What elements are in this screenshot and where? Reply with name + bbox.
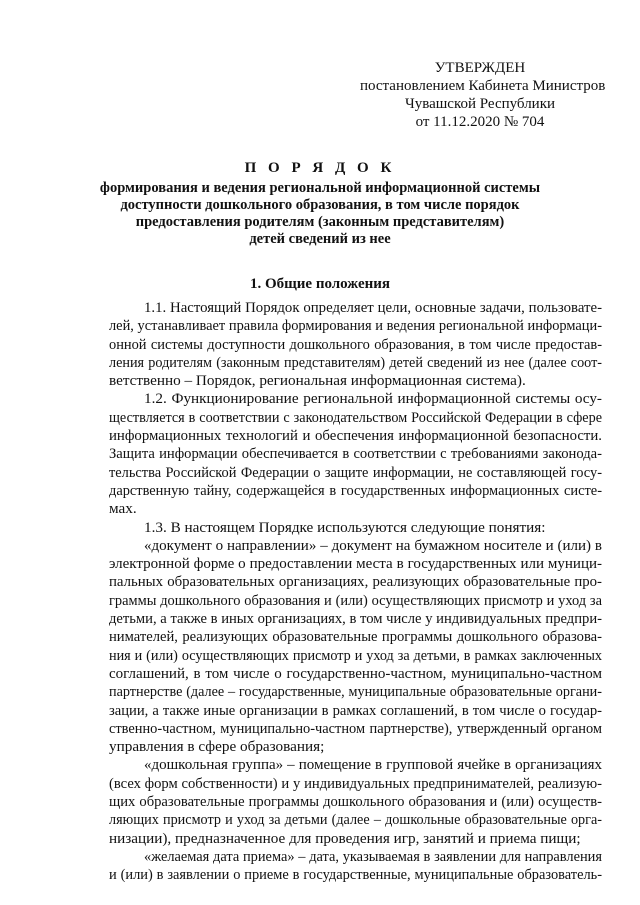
paragraph-line: управления в сфере образования;	[109, 738, 325, 756]
paragraph-line: ществляется в соответствии с законодательством Российской Федерации в сфере	[109, 409, 602, 426]
paragraph-line: «документ о направлении» – документ на бумажном носителе и (или) в	[144, 537, 602, 554]
approval-region: Чувашской Республики	[404, 96, 556, 112]
paragraph-line: (всех форм собственности) и у индивидуальных предпринимателей, реализую-	[109, 775, 602, 792]
paragraph-line: соглашений, в том числе о государственно-частном, муниципально-частном	[109, 665, 602, 682]
document-title: П О Р Я Д О К	[244, 160, 396, 176]
paragraph-line: ственно-частном, муниципально-частном партнерстве), утвержденный органом	[109, 720, 602, 737]
approval-authority: постановлением Кабинета Министров	[360, 78, 606, 94]
paragraph-line: партнерстве (далее – государственные, муниципальные образовательные органи-	[109, 684, 602, 701]
paragraph-line: 1.1. Настоящий Порядок определяет цели, основные задачи, пользовате-	[144, 300, 602, 316]
paragraph-line: детьми, а также в иных организациях, в том числе у индивидуальных предпри-	[109, 611, 602, 628]
paragraph-line: электронной форме о предоставлении места в государственных или муници-	[109, 556, 602, 573]
paragraph-line: низации), предназначенное для проведения игр, занятий и приема пищи;	[109, 829, 581, 847]
paragraph-line: ляющих присмотр и уход за детьми (далее – дошкольные образовательные орга-	[109, 812, 602, 829]
paragraph-line: Защита информации обеспечивается в соответствии с требованиями законода-	[109, 446, 602, 463]
paragraph-line: зации, а также иные организации в рамках соглашений, в том числе о государ-	[109, 702, 602, 719]
paragraph-line: лей, устанавливает правила формирования и ведения региональной информаци-	[109, 318, 602, 335]
paragraph-line: нимателей, реализующих образовательные программы дошкольного образова-	[109, 629, 602, 646]
subtitle-line: предоставления родителям (законным представителям)	[135, 214, 505, 230]
paragraph-line: и (или) в заявлении о приеме в государственные, муниципальные образователь-	[109, 867, 602, 884]
document-subtitle	[60, 180, 580, 248]
body-text	[109, 299, 602, 885]
section-heading: 1. Общие положения	[249, 276, 391, 292]
paragraph-line: «дошкольная группа» – помещение в групповой ячейке в организациях	[144, 757, 602, 774]
paragraph-line: граммы дошкольного образования и (или) осуществляющих присмотр и уход за	[109, 592, 602, 609]
subtitle-line: формирования и ведения региональной информационной системы	[99, 180, 541, 196]
paragraph-line: 1.3. В настоящем Порядке используются следующие понятия:	[144, 518, 546, 536]
paragraph-line: мах.	[109, 500, 137, 518]
paragraph-line: щих образовательные программы дошкольного образования и (или) осуществ-	[109, 794, 602, 811]
approval-status: УТВЕРЖДЕН	[434, 60, 526, 76]
paragraph-line: ветственно – Порядок, региональная информационная система).	[109, 372, 526, 390]
paragraph-line: ления родителям (законным представителям) детей сведений из нее (далее соот-	[109, 354, 602, 371]
subtitle-line: доступности дошкольного образования, в том числе порядок	[120, 197, 520, 213]
paragraph-line: «желаемая дата приема» – дата, указываемая в заявлении для направления	[144, 848, 602, 865]
paragraph-line: ния и (или) осуществляющих присмотр и уход за детьми, в рамках заключенных	[109, 647, 602, 664]
approval-date-number: от 11.12.2020 № 704	[415, 114, 545, 130]
paragraph-line: пальных образовательных организациях, реализующих образовательные про-	[109, 574, 602, 591]
paragraph-line: информационных технологий и обеспечения информационной безопасности.	[109, 428, 602, 445]
approval-stamp	[360, 59, 606, 131]
paragraph-line: онной системы доступности дошкольного образования, в том числе предостав-	[109, 336, 602, 353]
paragraph-line: дарственную тайну, содержащейся в государственных информационных систе-	[109, 482, 602, 499]
paragraph-line: тельства Российской Федерации о защите информации, не составляющей госу-	[109, 464, 602, 481]
subtitle-line: детей сведений из нее	[249, 231, 391, 247]
paragraph-line: 1.2. Функционирование региональной информационной системы осу-	[144, 390, 602, 408]
